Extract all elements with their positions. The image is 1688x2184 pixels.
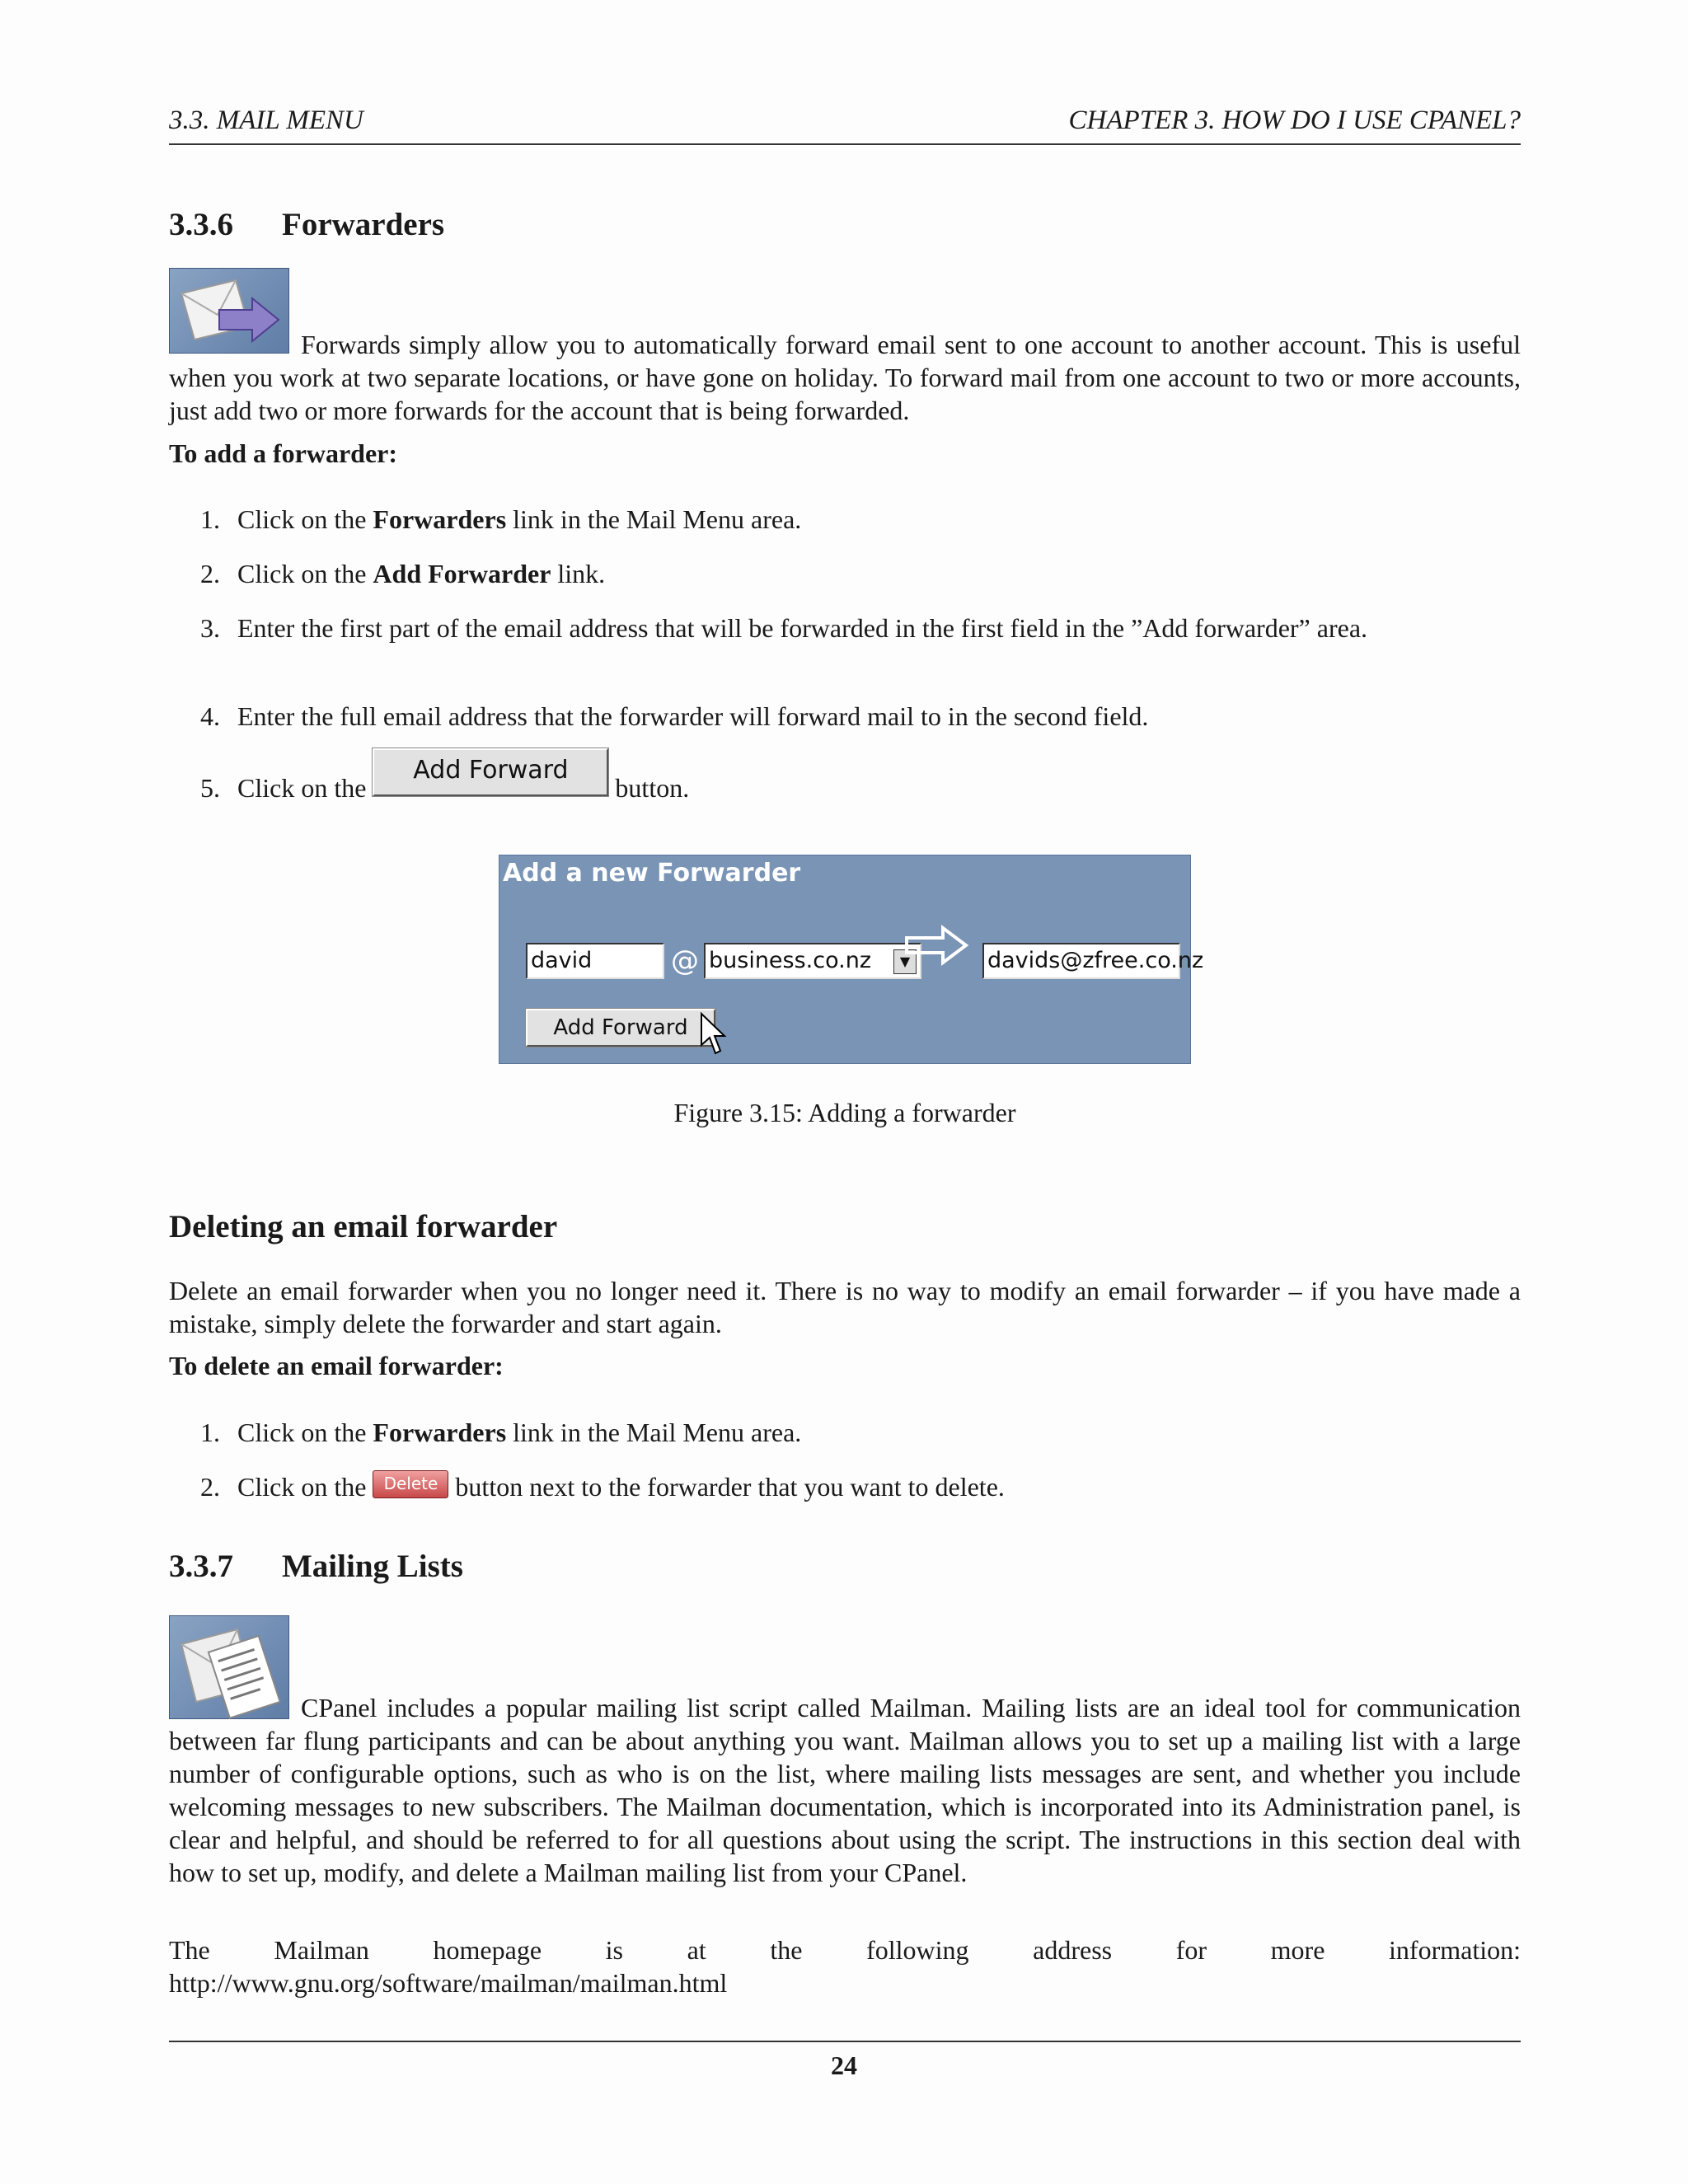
mailman-homepage-text: The Mailman homepage is at the following address for more information: (169, 1935, 1521, 1965)
mailman-url: http://www.gnu.org/software/mailman/mailman.html (169, 1968, 728, 1998)
add-forwarder-screenshot (499, 855, 1204, 1064)
step-number: 3. (200, 613, 220, 643)
section-title-text: Mailing Lists (282, 1549, 463, 1584)
step-text-post: link in the Mail Menu area. (506, 1418, 802, 1447)
figure-caption: Figure 3.15: Adding a forwarder (673, 1098, 1016, 1127)
domain-select-value: business.co.nz (709, 948, 872, 973)
step-text (237, 557, 1521, 590)
header-section: 3.3. MAIL MENU (169, 105, 363, 135)
section-number: 3.3.7 (169, 1549, 233, 1584)
step-text-pre: Click on the (237, 559, 373, 588)
at-symbol: @ (671, 944, 699, 977)
section-number: 3.3.6 (169, 207, 233, 242)
footer-rule (169, 2041, 1521, 2042)
step-text-post: link. (551, 559, 606, 588)
add-forward-button-image: Add Forward (373, 748, 608, 796)
delete-button-image: Delete (373, 1470, 448, 1498)
step-bold: Forwarders (373, 504, 507, 534)
step-bold: Forwarders (373, 1418, 507, 1447)
forward-target-input: davids@zfree.co.nz (982, 943, 1180, 979)
deleting-intro: Delete an email forwarder when you no longer need it. There is no way to modify an email forwarder – if you have made a mistake, simply delete the forwarder and start again. (169, 1276, 1521, 1338)
step-text: Enter the first part of the email address that will be forwarded in the first field in the ”Add forwarder” area. (237, 613, 1368, 643)
forwarder-user-input: david (526, 943, 664, 979)
cursor-icon (700, 1012, 724, 1057)
step-text (237, 503, 1521, 536)
step-number: 1. (200, 504, 220, 534)
step-text (237, 1416, 1521, 1449)
arrow-right-icon (903, 925, 969, 966)
figure-panel-title: Add a new Forwarder (503, 859, 801, 888)
step-number: 2. (200, 1472, 220, 1502)
section-title-mailing-lists (169, 1548, 463, 1585)
running-header (169, 102, 1521, 145)
step-text-pre: Click on the (237, 504, 373, 534)
section-title-text: Forwarders (282, 207, 445, 242)
step-text (237, 1470, 1521, 1507)
step-text: Enter the full email address that the forwarder will forward mail to in the second field. (237, 701, 1149, 731)
section-title-forwarders (169, 206, 444, 243)
add-forward-button: Add Forward (526, 1009, 715, 1047)
step-bold: Add Forwarder (373, 559, 551, 588)
step-number: 5. (200, 773, 220, 803)
add-forwarder-heading: To add a forwarder: (169, 438, 398, 468)
step-number: 2. (200, 559, 220, 588)
delete-forwarder-heading: To delete an email forwarder: (169, 1351, 504, 1380)
mailing-intro: CPanel includes a popular mailing list script called Mailman. Mailing lists are an ideal tool for communication between far flung participants and can be about anything you want. Mailman allows you to set up a mailing list with a large number of configurable options, such as who is on the list, where mailing lists messages are sent, and whether you include welcoming messages to new subscribers. The Mailman documentation, which is incorporated into its Administration panel, is clear and helpful, and should be referred to for all questions about using the script. The instructions in this section deal with how to set up, modify, and delete a Mailman mailing list from your CPanel. (169, 1693, 1521, 1887)
forwarders-intro: Forwards simply allow you to automatically forward email sent to one account to another account. This is useful when you work at two separate locations, or have gone on holiday. To forward mail from one account to two or more accounts, just add two or more forwards for the account that is being forwarded. (169, 330, 1521, 425)
step-text (237, 755, 1521, 804)
chevron-down-icon: ▼ (893, 949, 917, 974)
step-text-pre: Click on the (237, 773, 373, 803)
page-number: 24 (831, 2050, 857, 2080)
step-text-post: link in the Mail Menu area. (506, 504, 802, 534)
step-text-post: button next to the forwarder that you want to delete. (448, 1472, 1005, 1502)
header-chapter: CHAPTER 3. HOW DO I USE CPANEL? (1068, 105, 1521, 135)
step-number: 1. (200, 1418, 220, 1447)
domain-select (704, 943, 921, 979)
step-text-post: button. (608, 773, 690, 803)
step-number: 4. (200, 701, 220, 731)
subsection-title-deleting: Deleting an email forwarder (169, 1209, 558, 1244)
step-text-pre: Click on the (237, 1418, 373, 1447)
step-text-pre: Click on the (237, 1472, 373, 1502)
